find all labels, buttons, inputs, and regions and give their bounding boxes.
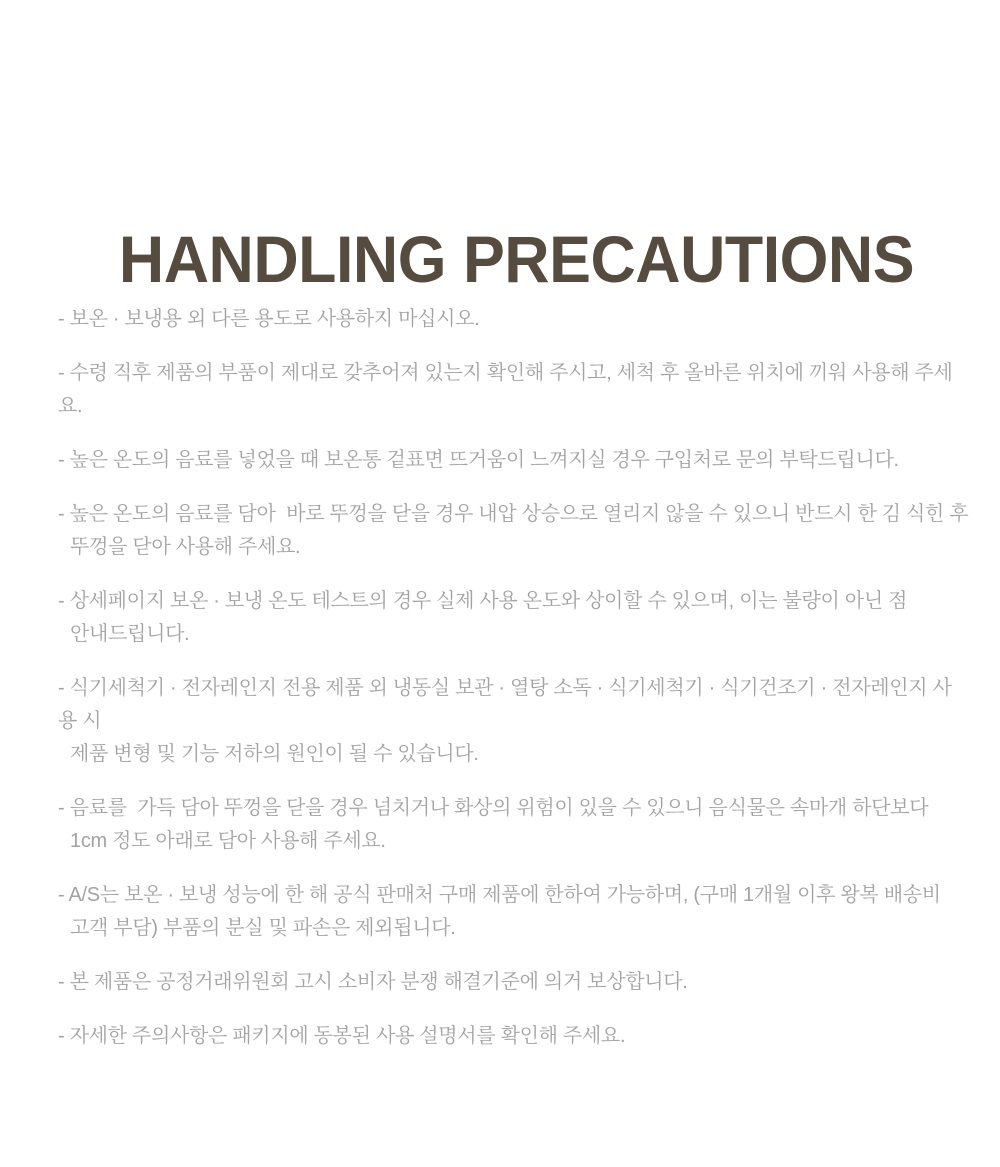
precaution-item <box>58 879 970 945</box>
page-title: HANDLING PRECAUTIONS <box>118 222 915 297</box>
precaution-line: - 본 제품은 공정거래위원회 고시 소비자 분쟁 해결기준에 의거 보상합니다. <box>58 971 688 993</box>
precaution-line: - 높은 온도의 음료를 넣었을 때 보온통 겉표면 뜨거움이 느껴지실 경우 구입처로 문의 부탁드립니다. <box>58 449 899 471</box>
precaution-line: - 식기세척기 · 전자레인지 전용 제품 외 냉동실 보관 · 열탕 소독 · 식기세척기 · 식기건조기 · 전자레인지 사용 시 <box>58 677 952 732</box>
precaution-line: 안내드립니다. <box>70 623 190 645</box>
precaution-item <box>58 444 970 477</box>
precaution-line: - 자세한 주의사항은 패키지에 동봉된 사용 설명서를 확인해 주세요. <box>58 1025 626 1047</box>
precaution-item <box>58 303 970 336</box>
precaution-line: 제품 변형 및 기능 저하의 원인이 될 수 있습니다. <box>70 743 479 765</box>
precaution-line: 뚜껑을 닫아 사용해 주세요. <box>70 536 301 558</box>
precaution-item <box>58 966 970 999</box>
precaution-line: - 수령 직후 제품의 부품이 제대로 갖추어져 있는지 확인해 주시고, 세척 후 올바른 위치에 끼워 사용해 주세요. <box>58 362 953 417</box>
precaution-item <box>58 672 970 771</box>
precaution-line: - 음료를 가득 담아 뚜껑을 닫을 경우 넘치거나 화상의 위험이 있을 수 있으니 음식물은 속마개 하단보다 <box>58 797 929 819</box>
precaution-item <box>58 357 970 423</box>
precaution-line: - 보온 · 보냉용 외 다른 용도로 사용하지 마십시오. <box>58 308 480 330</box>
precaution-line: - 높은 온도의 음료를 담아 바로 뚜껑을 닫을 경우 내압 상승으로 열리지 않을 수 있으니 반드시 한 김 식힌 후 <box>58 503 969 525</box>
precautions-list <box>58 303 970 1074</box>
precaution-line: - 상세페이지 보온 · 보냉 온도 테스트의 경우 실제 사용 온도와 상이할 수 있으며, 이는 불량이 아닌 점 <box>58 590 908 612</box>
precaution-item <box>58 792 970 858</box>
precaution-item <box>58 498 970 564</box>
precaution-line: 1cm 정도 아래로 담아 사용해 주세요. <box>70 830 386 852</box>
precaution-item <box>58 1020 970 1053</box>
precaution-line: - A/S는 보온 · 보냉 성능에 한 해 공식 판매처 구매 제품에 한하여 가능하며, (구매 1개월 이후 왕복 배송비 <box>58 884 941 906</box>
precaution-item <box>58 585 970 651</box>
precaution-line: 고객 부담) 부품의 분실 및 파손은 제외됩니다. <box>70 917 456 939</box>
